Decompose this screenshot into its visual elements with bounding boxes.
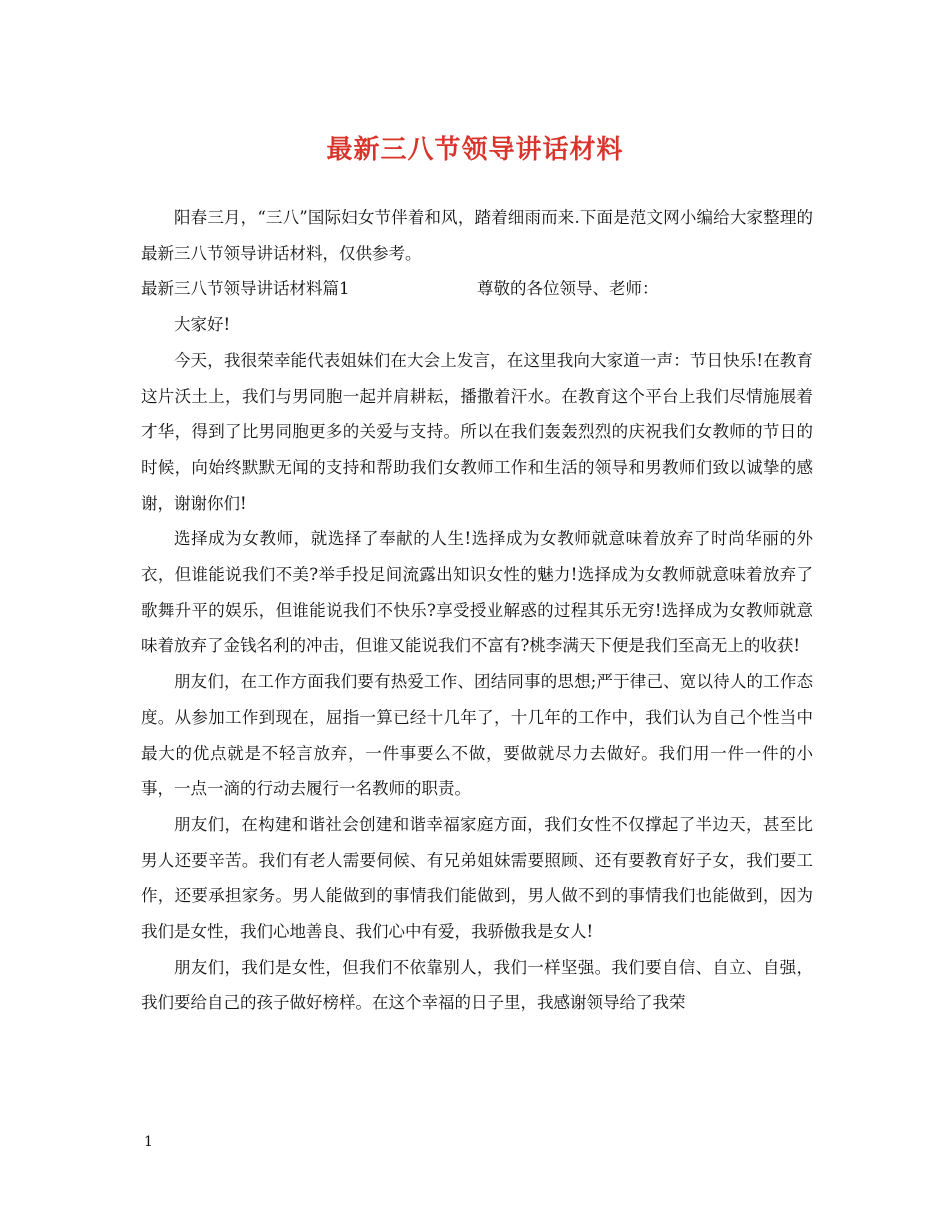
body-paragraph: 选择成为女教师，就选择了奉献的人生!选择成为女教师就意味着放弃了时尚华丽的外衣，但谁能说我们不美?举手投足间流露出知识女性的魅力!选择成为女教师就意味着放弃了歌舞升平的娱乐，但谁能说我们不快乐?享受授业解惑的过程其乐无穷!选择成为女教师就意味着放弃了金钱名利的冲击，但谁又能说我们不富有?桃李满天下便是我们至高无上的收获! <box>141 529 813 656</box>
body-paragraph: 今天，我很荣幸能代表姐妹们在大会上发言，在这里我向大家道一声：节日快乐!在教育这片沃土上，我们与男同胞一起并肩耕耘，播撒着汗水。在教育这个平台上我们尽情施展着才华，得到了比男同胞更多的关爱与支持。所以在我们轰轰烈烈的庆祝我们女教师的节日的时候，向始终默默无闻的支持和帮助我们女教师工作和生活的领导和男教师们致以诚挚的感谢，谢谢你们! <box>141 350 813 513</box>
body-paragraph: 朋友们，在工作方面我们要有热爱工作、团结同事的思想;严于律己、宽以待人的工作态度。从参加工作到现在，屈指一算已经十几年了，十几年的工作中，我们认为自己个性当中最大的优点就是不轻言放弃，一件事要么不做，要做就尽力去做好。我们用一件一件的小事，一点一滴的行动去履行一名教师的职责。 <box>141 672 813 799</box>
body-paragraph: 朋友们，在构建和谐社会创建和谐幸福家庭方面，我们女性不仅撑起了半边天，甚至比男人还要辛苦。我们有老人需要伺候、有兄弟姐妹需要照顾、还有要教育好子女，我们要工作，还要承担家务。男人能做到的事情我们能做到，男人做不到的事情我们也能做到，因为我们是女性，我们心地善良、我们心中有爱，我骄傲我是女人! <box>141 814 813 942</box>
document-body <box>141 200 813 1021</box>
salutation: 尊敬的各位领导、老师： <box>477 279 659 299</box>
page-number: 1 <box>144 1134 153 1150</box>
document-title: 最新三八节领导讲话材料 <box>326 135 624 165</box>
heading-row <box>141 271 813 307</box>
section-heading: 最新三八节领导讲话材料篇1 <box>141 279 350 299</box>
body-paragraph: 朋友们，我们是女性，但我们不依靠别人，我们一样坚强。我们要自信、自立、自强，我们要给自己的孩子做好榜样。在这个幸福的日子里，我感谢领导给了我荣 <box>141 957 813 1013</box>
intro-paragraph: 阳春三月，“三八”国际妇女节伴着和风，踏着细雨而来.下面是范文网小编给大家整理的最新三八节领导讲话材料，仅供参考。 <box>141 208 813 263</box>
greeting: 大家好! <box>174 315 231 335</box>
